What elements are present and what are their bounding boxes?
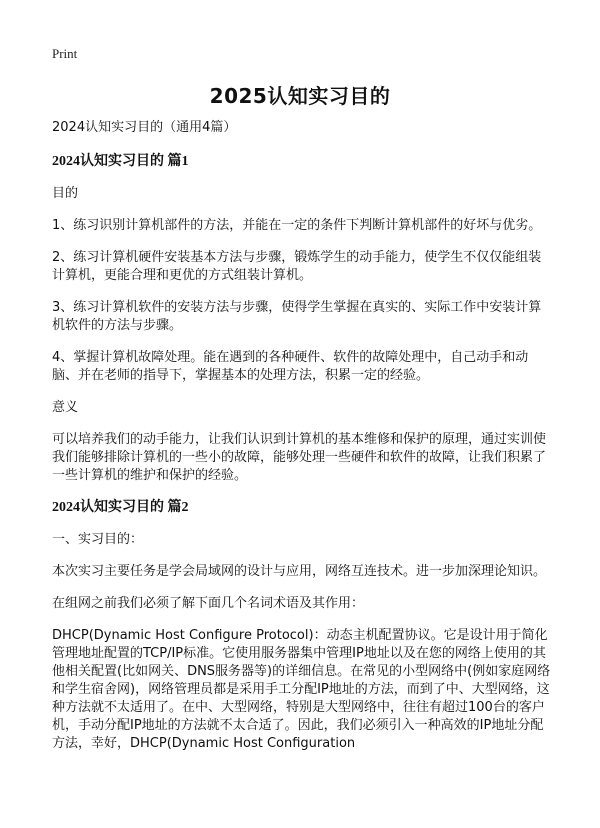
section1-item-4: 4、掌握计算机故障处理。能在遇到的各种硬件、软件的故障处理中，自己动手和动脑、并在老师的指导下，掌握基本的处理方法，积累一定的经验。 — [52, 350, 529, 383]
print-link[interactable]: Print — [52, 46, 78, 61]
document-subtitle: 2024认知实习目的（通用4篇） — [52, 120, 237, 135]
section1-item-2: 2、练习计算机硬件安装基本方法与步骤，锻炼学生的动手能力，使学生不仅仅能组装计算机，更能合理和更优的方式组装计算机。 — [52, 250, 542, 283]
section2-dhcp-text: DHCP(Dynamic Host Configure Protocol)：动态主机配置协议。它是设计用于简化管理地址配置的TCP/IP标准。它使用服务器集中管理IP地址以及在您的网络上使用的其他相关配置(比如网关、DNS服务器等)的详细信息。在常见的小型网络中(例如家庭网络和学生宿舍网)，网络管理员都是采用手工分配IP地址的方法，而到了中、大型网络，这种方法就不太适用了。在中、大型网络，特别是大型网络中，往往有超过100台的客户机，手动分配IP地址的方法就不太合适了。因此，我们必须引入一种高效的IP地址分配方法，幸好，DHCP(Dynamic Host Configuration — [52, 628, 551, 751]
section-heading-2: 2024认知实习目的 篇2 — [52, 500, 189, 515]
section1-item-3: 3、练习计算机软件的安装方法与步骤，使得学生掌握在真实的、实际工作中安装计算机软件的方法与步骤。 — [52, 300, 542, 333]
section2-label-purpose: 一、实习目的： — [52, 532, 144, 547]
section2-terms-intro: 在组网之前我们必须了解下面几个名词术语及其作用： — [52, 596, 365, 611]
section1-significance-text: 可以培养我们的动手能力，让我们认识到计算机的基本维修和保护的原理，通过实训使我们能够排除计算机的一些小的故障，能够处理一些硬件和软件的故障，让我们积累了一些计算机的维护和保护的经验。 — [52, 432, 547, 483]
document-body — [52, 119, 552, 765]
section-heading-1: 2024认知实习目的 篇1 — [52, 154, 189, 169]
section1-label-significance: 意义 — [52, 400, 79, 415]
section1-label-purpose: 目的 — [52, 186, 79, 201]
section2-task-text: 本次实习主要任务是学会局域网的设计与应用，网络互连技术。进一步加深理论知识。 — [52, 564, 547, 579]
section1-item-1: 1、练习识别计算机部件的方法，并能在一定的条件下判断计算机部件的好坏与优劣。 — [52, 218, 542, 233]
page-title: 2025认知实习目的 — [209, 84, 391, 108]
